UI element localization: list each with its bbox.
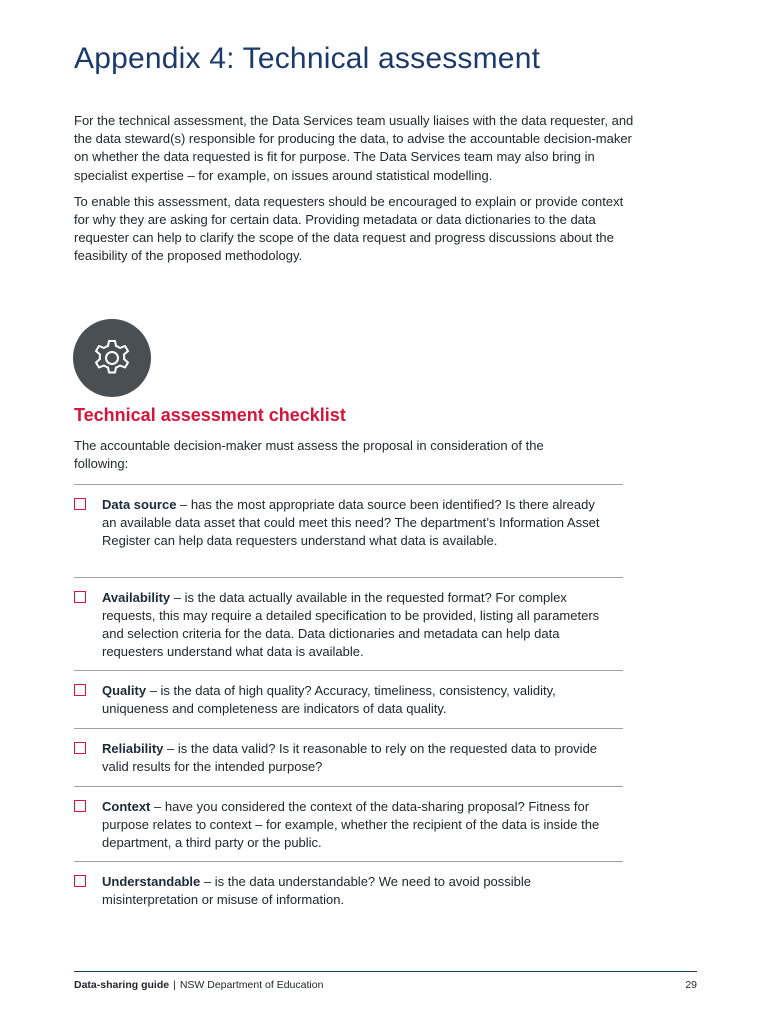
checklist-item-term: Understandable: [102, 874, 201, 889]
footer-guide-title: Data-sharing guide: [74, 979, 170, 991]
footer-separator: |: [173, 979, 176, 991]
checklist-item-description: – have you considered the context of the data-sharing proposal? Fitness for purpose relates to context – for example, whether the recipient of the data is inside the department, a third party or the public.: [102, 799, 600, 850]
checkbox[interactable]: [74, 498, 86, 510]
checklist-lead: The accountable decision-maker must assess the proposal in consideration of the following:: [74, 438, 544, 472]
gear-icon: [89, 335, 135, 381]
divider: [74, 786, 623, 787]
divider: [74, 728, 623, 729]
checklist-item-description: – is the data understandable? We need to avoid possible misinterpretation or misuse of information.: [102, 874, 532, 907]
checklist-item-text: [102, 873, 607, 909]
checklist-item-term: Reliability: [102, 741, 164, 756]
checklist-item-availability: [74, 589, 623, 661]
page-footer: [74, 979, 697, 991]
checkbox[interactable]: [74, 742, 86, 754]
checkbox[interactable]: [74, 800, 86, 812]
checklist-item-quality: [74, 682, 623, 718]
checklist-item-text: [102, 682, 607, 718]
checklist-item-term: Data source: [102, 497, 177, 512]
divider: [74, 577, 623, 578]
footer-organisation: NSW Department of Education: [179, 979, 324, 991]
page-number: 29: [685, 979, 697, 991]
checklist-item-description: – is the data of high quality? Accuracy, timeliness, consistency, validity, uniqueness and completeness are indicators of data quality.: [102, 683, 556, 716]
divider: [74, 484, 623, 485]
intro-paragraph-2: To enable this assessment, data requesters should be encouraged to explain or provide context for why they are asking for certain data. Providing metadata or data dictionaries to the data requester can help to clarify the scope of the data request and progress discussions about the feasibility of the proposed methodology.: [74, 193, 624, 264]
checklist-item-text: [102, 798, 607, 852]
checklist-item-text: [102, 589, 607, 661]
checklist-item-understandable: [74, 873, 623, 909]
checkbox[interactable]: [74, 684, 86, 696]
checklist-item-term: Availability: [102, 590, 171, 605]
checklist-item-text: [102, 496, 607, 550]
checkbox[interactable]: [74, 591, 86, 603]
checklist-item-reliability: [74, 740, 623, 776]
intro-paragraph-1: For the technical assessment, the Data Services team usually liaises with the data requester, and the data steward(s) responsible for producing the data, to advise the accountable decision-maker on whether the data requested is fit for purpose. The Data Services team may also bring in specialist expertise – for example, on issues around statistical modelling.: [74, 113, 634, 183]
checklist-heading: Technical assessment checklist: [74, 405, 346, 425]
checklist-item-text: [102, 740, 607, 776]
intro-section: [74, 112, 634, 274]
checklist-item-term: Quality: [102, 683, 147, 698]
checklist-item-description: – is the data actually available in the requested format? For complex requests, this may require a detailed specification to be provided, listing all parameters and selection criteria for the data. Data dictionaries and metadata can help data requesters understand what data is available.: [102, 590, 600, 659]
checklist-item-context: [74, 798, 623, 852]
divider: [74, 670, 623, 671]
footer-divider: [74, 971, 697, 972]
checklist-item-term: Context: [102, 799, 151, 814]
checklist-item-data-source: [74, 496, 623, 550]
gear-badge: [73, 319, 151, 397]
divider: [74, 861, 623, 862]
checklist-item-description: – has the most appropriate data source been identified? Is there already an available data asset that could meet this need? The department’s Information Asset Register can help data requesters understand what data is available.: [102, 497, 600, 548]
page-title: Appendix 4: Technical assessment: [74, 42, 541, 75]
checklist-item-description: – is the data valid? Is it reasonable to rely on the requested data to provide valid results for the intended purpose?: [102, 741, 598, 774]
checkbox[interactable]: [74, 875, 86, 887]
